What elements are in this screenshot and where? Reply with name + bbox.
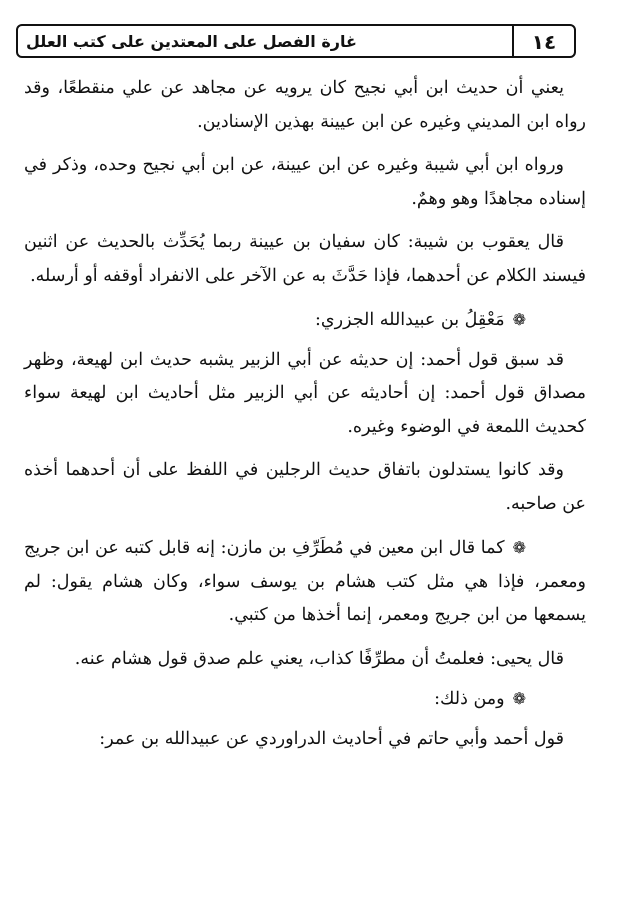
flower-ornament-icon: ❁ xyxy=(512,538,526,557)
section-heading-text: ومن ذلك: xyxy=(434,689,505,709)
paragraph xyxy=(24,72,586,139)
paragraph xyxy=(24,723,586,757)
paragraph xyxy=(24,643,586,677)
flower-ornament-icon: ❁ xyxy=(512,310,526,329)
section-heading xyxy=(24,682,586,717)
paragraph-text: وقد كانوا يستدلون باتفاق حديث الرجلين في اللفظ على أن أحدهما أخذه عن صاحبه. xyxy=(24,460,586,514)
book-title: غارة الفصل على المعتدين على كتب العلل xyxy=(26,32,357,51)
header-divider xyxy=(512,26,514,56)
paragraph-text: قال يعقوب بن شيبة: كان سفيان بن عيينة ربما يُحَدِّث بالحديث عن اثنين فيسند الكلام عن أحدهما، فإذا حَدَّثَ به عن الآخر على الانفراد أوقفه أو أرسله. xyxy=(24,232,586,286)
paragraph xyxy=(24,531,586,633)
paragraph-text: قول أحمد وأبي حاتم في أحاديث الدراوردي عن عبيدالله بن عمر: xyxy=(99,728,564,749)
section-heading xyxy=(24,303,586,338)
paragraph-text: يعني أن حديث ابن أبي نجيح كان يرويه عن مجاهد عن علي منقطعًا، وقد رواه ابن المديني وغيره عن ابن عيينة بهذين الإسنادين. xyxy=(24,78,586,132)
paragraph-text: قد سبق قول أحمد: إن حديثه عن أبي الزبير يشبه حديث ابن لهيعة، وظهر مصداق قول أحمد: إن أحاديثه عن أبي الزبير مثل أحاديث ابن لهيعة سواء كحديث اللمعة في الوضوء وغيره. xyxy=(24,349,586,437)
page-body xyxy=(24,72,586,766)
page-number: ١٤ xyxy=(531,30,557,54)
paragraph-text: كما قال ابن معين في مُطَرِّفِ بن مازن: إنه قابل كتبه عن ابن جريج ومعمر، فإذا هي مثل كتب هشام بن يوسف سواء، وكان هشام يقول: لم يسمعها من ابن جريج ومعمر، إنما أخذها من كتبي. xyxy=(24,538,586,625)
paragraph-text: ورواه ابن أبي شيبة وغيره عن ابن عيينة، عن ابن أبي نجيح وحده، وذكر في إسناده مجاهدًا وهو وهمٌ. xyxy=(24,155,586,209)
page-header xyxy=(16,24,576,58)
section-heading-text: مَعْقِلُ بن عبيدالله الجزري: xyxy=(315,310,505,330)
flower-ornament-icon: ❁ xyxy=(512,689,526,708)
paragraph xyxy=(24,454,586,521)
paragraph-text: قال يحيى: فعلمتُ أن مطرِّفًا كذاب، يعني علم صدق قول هشام عنه. xyxy=(74,648,564,669)
paragraph xyxy=(24,344,586,445)
paragraph xyxy=(24,149,586,216)
paragraph xyxy=(24,226,586,293)
